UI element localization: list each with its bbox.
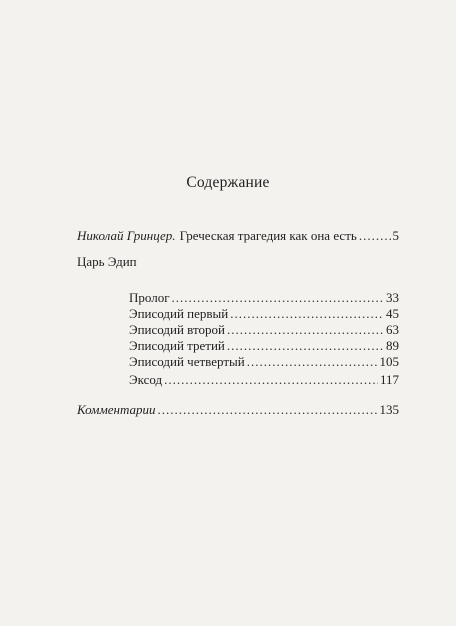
entry-page: 117 [379, 372, 399, 387]
dot-leader [158, 402, 378, 418]
entry-page: 45 [386, 306, 399, 321]
entry-label: Греческая трагедия как она есть [179, 228, 357, 243]
entry-page: 105 [379, 354, 399, 369]
toc-entry[interactable] [129, 290, 399, 306]
toc-title: Содержание [186, 174, 270, 191]
entry-label: Комментарии [77, 402, 156, 417]
dot-leader [359, 228, 391, 244]
toc-entry-intro[interactable] [77, 228, 399, 244]
entry-label: Эписодий третий [129, 338, 225, 353]
entry-page: 33 [386, 290, 399, 305]
dot-leader [164, 372, 378, 388]
entry-page: 135 [379, 402, 399, 417]
dot-leader [172, 290, 384, 306]
toc-entry[interactable] [129, 338, 399, 354]
entry-label: Эписодий первый [129, 306, 229, 321]
toc-entry[interactable] [129, 372, 399, 388]
entry-label: Эксод [129, 372, 163, 387]
toc-entry[interactable] [129, 306, 399, 322]
entry-author: Николай Гринцер. [77, 228, 176, 243]
toc-section-heading: Царь Эдип [77, 254, 137, 269]
entry-page: 63 [386, 322, 399, 337]
dot-leader [230, 306, 384, 322]
entry-label: Эписодий второй [129, 322, 225, 337]
toc-entry[interactable] [129, 354, 399, 370]
dot-leader [227, 322, 384, 338]
entry-label: Пролог [129, 290, 170, 305]
dot-leader [227, 338, 384, 354]
toc-entry[interactable] [129, 322, 399, 338]
dot-leader [247, 354, 378, 370]
entry-page: 5 [392, 228, 399, 243]
toc-entry-commentary[interactable] [77, 402, 399, 418]
entry-page: 89 [386, 338, 399, 353]
entry-label: Эписодий четвертый [129, 354, 245, 369]
